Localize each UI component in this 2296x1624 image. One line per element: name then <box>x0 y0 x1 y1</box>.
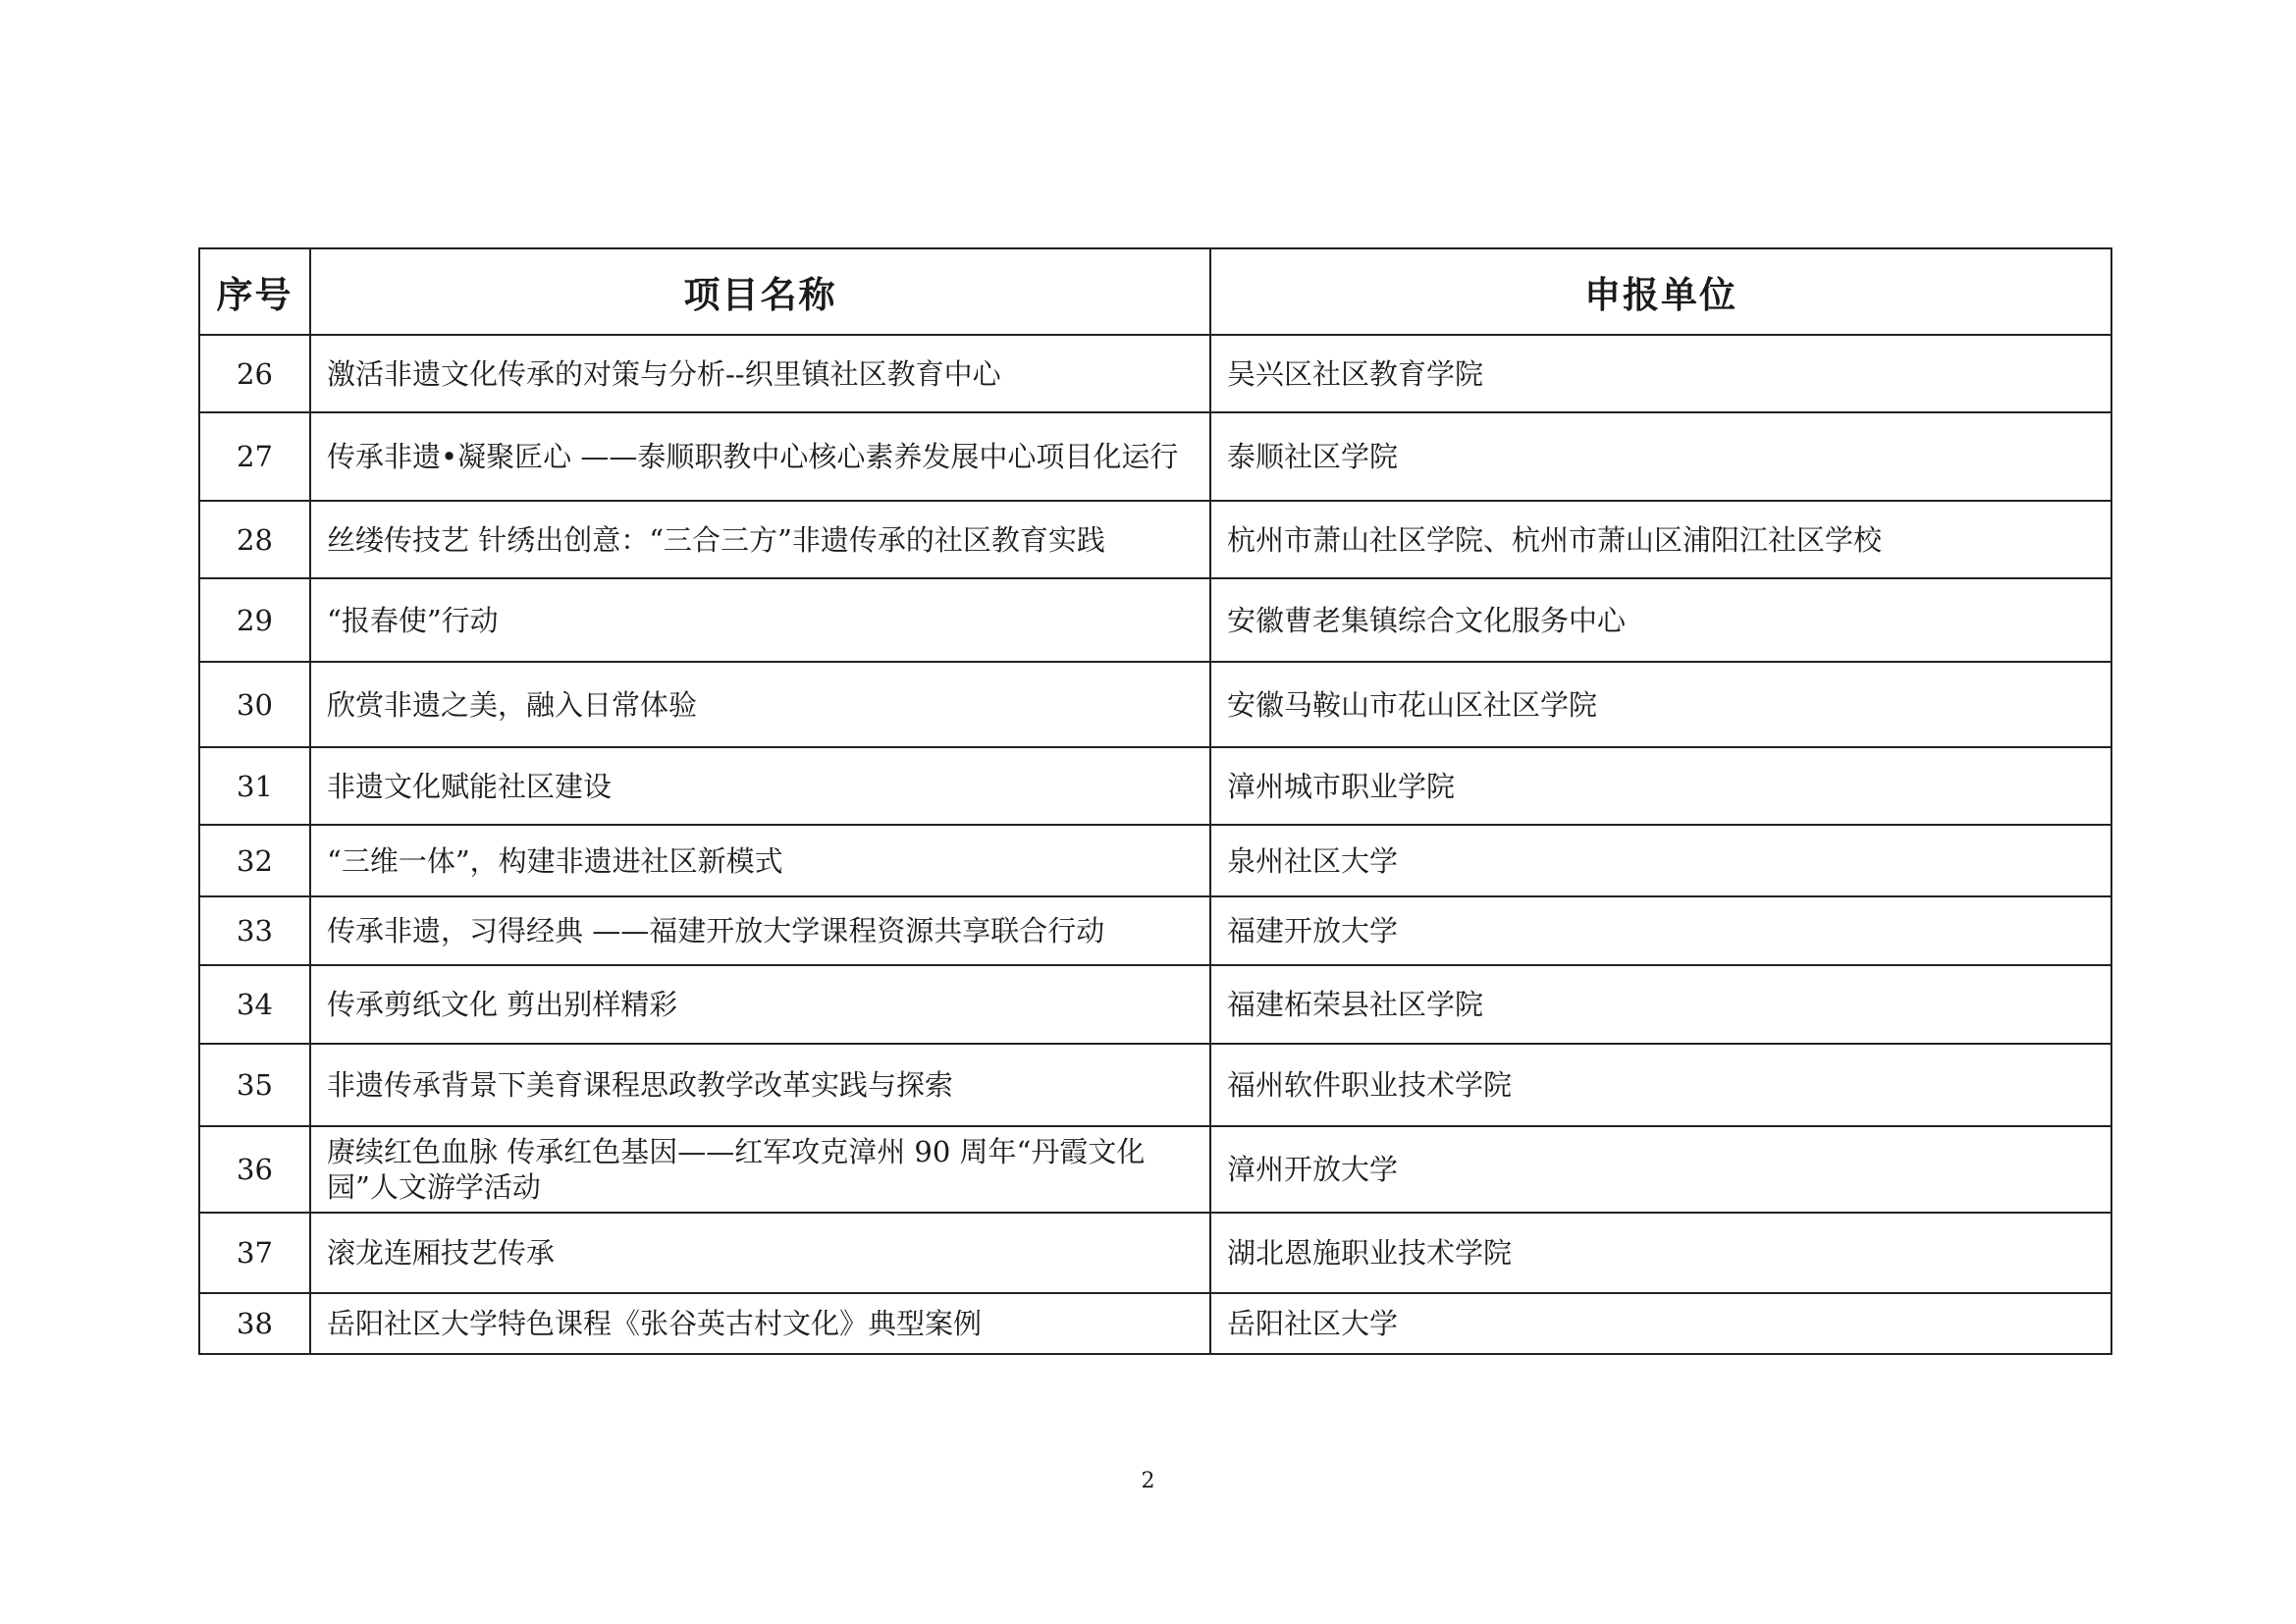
row-project-name: 岳阳社区大学特色课程《张谷英古村文化》典型案例 <box>310 1293 1210 1354</box>
row-project-name: 传承非遗，习得经典 ——福建开放大学课程资源共享联合行动 <box>310 896 1210 965</box>
row-serial-number: 26 <box>199 335 310 412</box>
row-serial-number: 33 <box>199 896 310 965</box>
row-serial-number: 27 <box>199 412 310 501</box>
row-project-name: “三维一体”，构建非遗进社区新模式 <box>310 825 1210 896</box>
row-serial-number: 36 <box>199 1126 310 1213</box>
row-project-name: 欣赏非遗之美，融入日常体验 <box>310 662 1210 747</box>
row-applicant-unit: 福州软件职业技术学院 <box>1210 1044 2111 1126</box>
table-row <box>199 1213 2111 1293</box>
table-row <box>199 501 2111 578</box>
table-header-row <box>199 248 2111 335</box>
row-project-name: “报春使”行动 <box>310 578 1210 662</box>
row-applicant-unit: 泰顺社区学院 <box>1210 412 2111 501</box>
table-row <box>199 412 2111 501</box>
row-project-name: 传承非遗•凝聚匠心 ——泰顺职教中心核心素养发展中心项目化运行 <box>310 412 1210 501</box>
project-table <box>198 247 2112 1355</box>
row-applicant-unit: 安徽曹老集镇综合文化服务中心 <box>1210 578 2111 662</box>
row-applicant-unit: 福建柘荣县社区学院 <box>1210 965 2111 1044</box>
row-serial-number: 34 <box>199 965 310 1044</box>
row-applicant-unit: 福建开放大学 <box>1210 896 2111 965</box>
table-row <box>199 965 2111 1044</box>
row-project-name: 丝缕传技艺 针绣出创意：“三合三方”非遗传承的社区教育实践 <box>310 501 1210 578</box>
header-project-name: 项目名称 <box>310 248 1210 335</box>
row-serial-number: 32 <box>199 825 310 896</box>
table-row <box>199 747 2111 825</box>
row-applicant-unit: 吴兴区社区教育学院 <box>1210 335 2111 412</box>
row-project-name: 滚龙连厢技艺传承 <box>310 1213 1210 1293</box>
table-row <box>199 896 2111 965</box>
row-applicant-unit: 杭州市萧山社区学院、杭州市萧山区浦阳江社区学校 <box>1210 501 2111 578</box>
row-applicant-unit: 湖北恩施职业技术学院 <box>1210 1213 2111 1293</box>
row-applicant-unit: 安徽马鞍山市花山区社区学院 <box>1210 662 2111 747</box>
row-applicant-unit: 漳州开放大学 <box>1210 1126 2111 1213</box>
table-row <box>199 662 2111 747</box>
table-row <box>199 1293 2111 1354</box>
table-row <box>199 825 2111 896</box>
row-applicant-unit: 漳州城市职业学院 <box>1210 747 2111 825</box>
table-row <box>199 1126 2111 1213</box>
row-project-name: 非遗文化赋能社区建设 <box>310 747 1210 825</box>
row-project-name: 赓续红色血脉 传承红色基因——红军攻克漳州 90 周年“丹霞文化园”人文游学活动 <box>310 1126 1210 1213</box>
row-project-name: 传承剪纸文化 剪出别样精彩 <box>310 965 1210 1044</box>
row-project-name: 非遗传承背景下美育课程思政教学改革实践与探索 <box>310 1044 1210 1126</box>
header-applicant-unit: 申报单位 <box>1210 248 2111 335</box>
row-serial-number: 29 <box>199 578 310 662</box>
row-applicant-unit: 岳阳社区大学 <box>1210 1293 2111 1354</box>
row-project-name: 激活非遗文化传承的对策与分析--织里镇社区教育中心 <box>310 335 1210 412</box>
row-serial-number: 38 <box>199 1293 310 1354</box>
table-row <box>199 578 2111 662</box>
page-number: 2 <box>1141 1469 1155 1493</box>
row-serial-number: 35 <box>199 1044 310 1126</box>
row-serial-number: 30 <box>199 662 310 747</box>
table-row <box>199 1044 2111 1126</box>
header-serial-number: 序号 <box>199 248 310 335</box>
row-serial-number: 37 <box>199 1213 310 1293</box>
row-serial-number: 31 <box>199 747 310 825</box>
row-applicant-unit: 泉州社区大学 <box>1210 825 2111 896</box>
row-serial-number: 28 <box>199 501 310 578</box>
table-row <box>199 335 2111 412</box>
